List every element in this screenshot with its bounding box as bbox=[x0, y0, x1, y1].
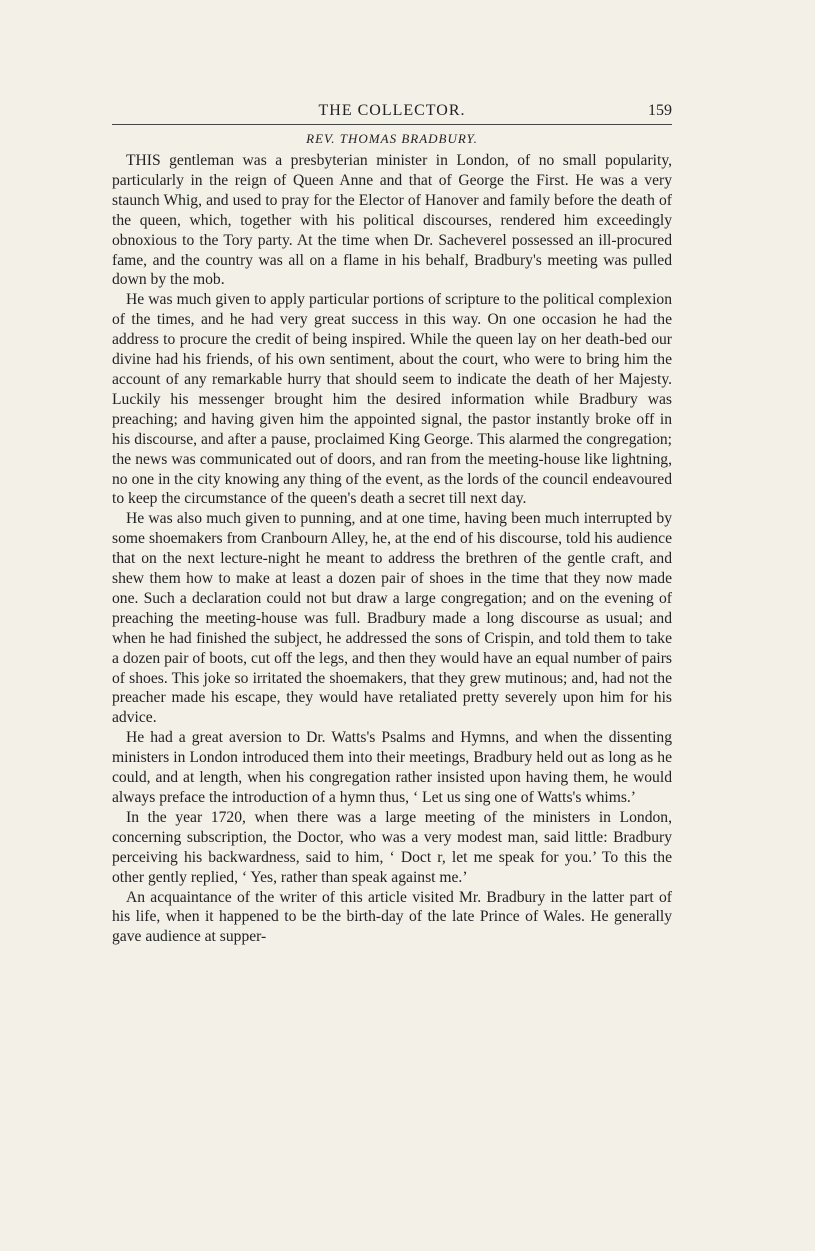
paragraph-6: An acquaintance of the writer of this article visited Mr. Bradbury in the latter part of his life, when it happened to be the birth-day of the late Prince of Wales. He generally gave audience at supper- bbox=[112, 888, 672, 946]
paragraph-1: THIS gentleman was a presbyterian minister in London, of no small popularity, particularly in the reign of Queen Anne and that of George the First. He was a very staunch Whig, and used to pray for the Elector of Hanover and family before the death of the queen, which, together with his political discourses, rendered him exceedingly obnoxious to the Tory party. At the time when Dr. Sacheverel possessed an ill-procured fame, and the country was all on a flame in his behalf, Bradbury's meeting was pulled down by the mob. bbox=[112, 152, 672, 289]
book-page bbox=[112, 96, 672, 947]
page-header bbox=[112, 96, 672, 125]
paragraph-2: He was much given to apply particular portions of scripture to the political complexion of the times, and he had very great success in this way. On one occasion he had the address to procure the credit of being inspired. While the queen lay on her death-bed our divine had his friends, of his own sentiment, about the court, who were to bring him the account of any remarkable hurry that should seem to indicate the death of her Majesty. Luckily his messenger brought him the desired information while Bradbury was preaching; and having given him the appointed signal, the pastor instantly broke off in his discourse, and after a pause, proclaimed King George. This alarmed the congregation; the news was communicated out of doors, and ran from the meeting-house like lightning, no one in the city knowing any thing of the event, as the lords of the council endeavoured to keep the circumstance of the queen's death a secret till next day. bbox=[112, 291, 672, 508]
paragraph-4: He had a great aversion to Dr. Watts's Psalms and Hymns, and when the dissenting ministers in London introduced them into their meetings, Bradbury held out as long as he could, and at length, when his congregation rather insisted upon having them, he would always preface the introduction of a hymn thus, ‘ Let us sing one of Watts's whims.’ bbox=[112, 729, 672, 806]
paragraph-5: In the year 1720, when there was a large meeting of the ministers in London, concerning subscription, the Doctor, who was a very modest man, said little: Bradbury perceiving his backwardness, said to him, ‘ Doct r, let me speak for you.’ To this the other gently replied, ‘ Yes, rather than speak against me.’ bbox=[112, 808, 672, 886]
page-number: 159 bbox=[648, 102, 672, 119]
paragraph-3: He was also much given to punning, and at one time, having been much interrupted by some shoemakers from Cranbourn Alley, he, at the end of his discourse, told his audience that on the next lecture-night he meant to address the brethren of the gentle craft, and shew them how to make at least a dozen pair of shoes in the time that they now made one. Such a declaration could not but draw a large congregation; and on the evening of preaching the meeting-house was full. Bradbury made a long discourse as usual; and when he had finished the subject, he addressed the sons of Crispin, and told them to take a dozen pair of boots, cut off the legs, and then they would have an equal number of pairs of shoes. This joke so irritated the shoemakers, that they grew mutinous; and, had not the preacher made his escape, they would have retaliated pretty severely upon him for his advice. bbox=[112, 510, 672, 727]
article-title: REV. THOMAS BRADBURY. bbox=[306, 131, 478, 146]
running-title: THE COLLECTOR. bbox=[318, 102, 466, 119]
